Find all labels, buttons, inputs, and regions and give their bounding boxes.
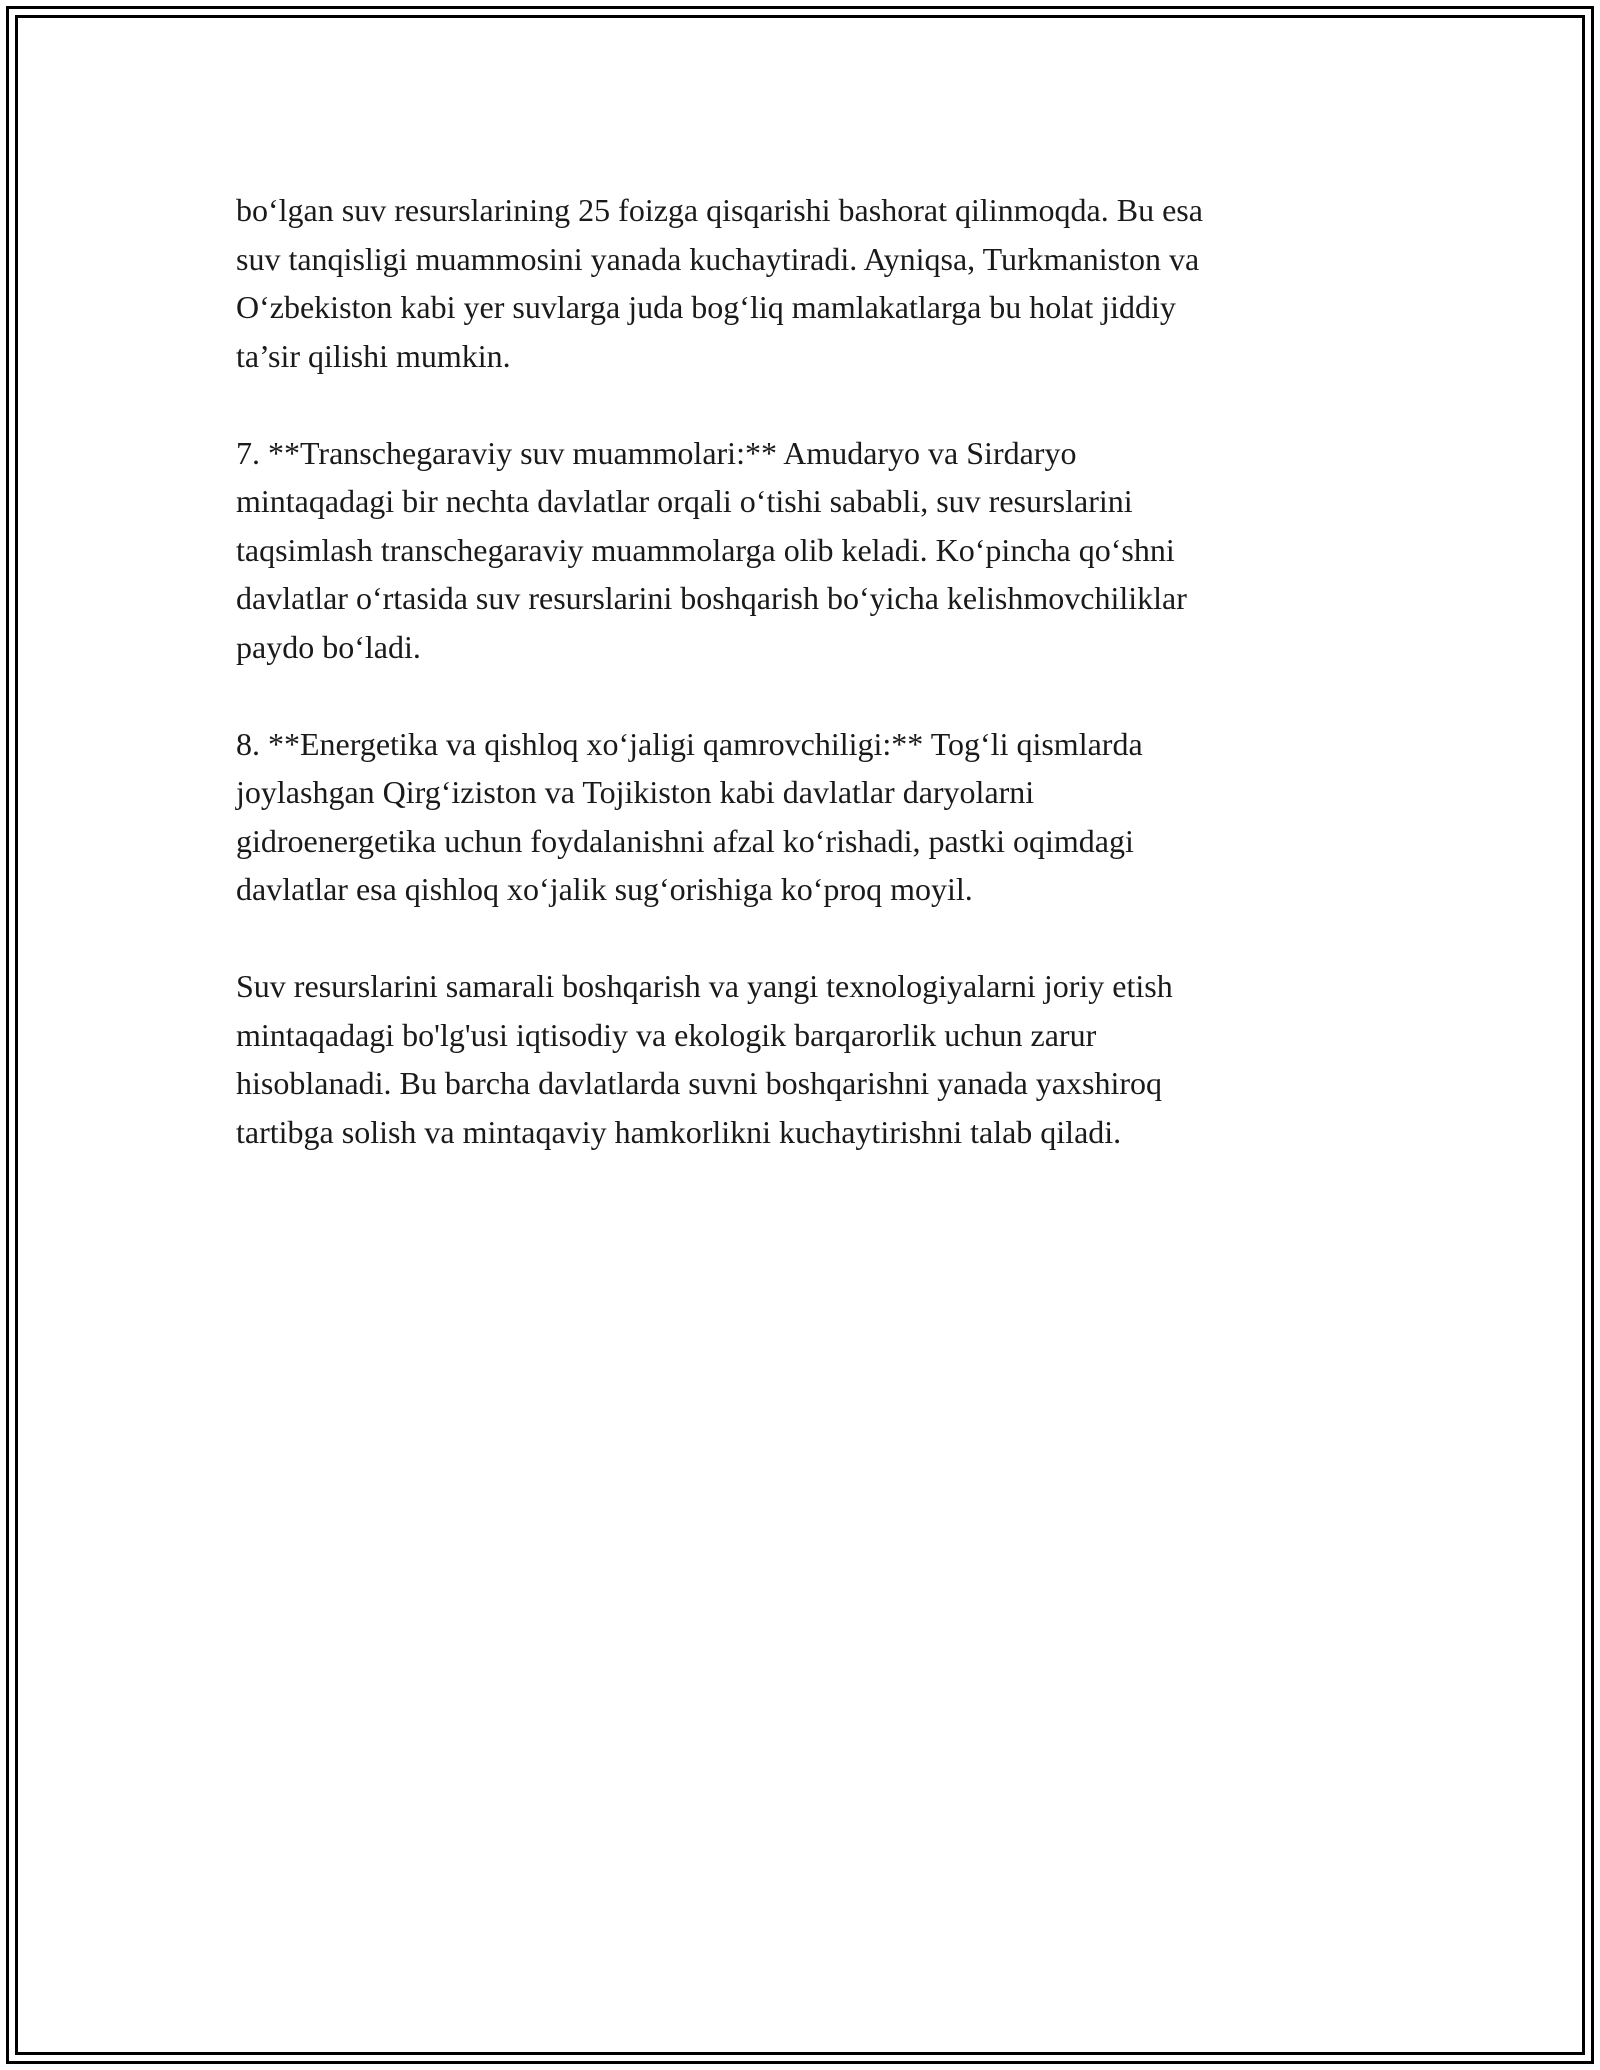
paragraph-energy-agriculture: 8. **Energetika va qishloq xo‘jaligi qamrovchiligi:** Tog‘li qismlarda joylashgan Qirg‘iziston va Tojikiston kabi davlatlar daryolarni gidroenergetika uchun foydalanishni afzal ko‘rishadi, pastki oqimdagi davlatlar esa qishloq xo‘jalik sug‘orishiga ko‘proq moyil. (236, 725, 1143, 907)
document-body (236, 186, 1376, 1205)
paragraph-transboundary-water: 7. **Transchegaraviy suv muammolari:** Amudaryo va Sirdaryo mintaqadagi bir nechta davlatlar orqali o‘tishi sababli, suv resurslarini taqsimlash transchegaraviy muammolarga olib keladi. Ko‘pincha qo‘shni davlatlar o‘rtasida suv resurslarini boshqarish bo‘yicha kelishmovchiliklar paydo bo‘ladi. (236, 434, 1187, 665)
paragraph-conclusion: Suv resurslarini samarali boshqarish va yangi texnologiyalarni joriy etish mintaqadagi bo'lg'usi iqtisodiy va ekologik barqarorlik uchun zarur hisoblanadi. Bu barcha davlatlarda suvni boshqarishni yanada yaxshiroq tartibga solish va mintaqaviy hamkorlikni kuchaytirishni talab qiladi. (236, 968, 1173, 1150)
paragraph-continuation: bo‘lgan suv resurslarining 25 foizga qisqarishi bashorat qilinmoqda. Bu esa suv tanqisligi muammosini yanada kuchaytiradi. Ayniqsa, Turkmaniston va O‘zbekiston kabi yer suvlarga juda bog‘liq mamlakatlarga bu holat jiddiy ta’sir qilishi mumkin. (236, 192, 1203, 374)
